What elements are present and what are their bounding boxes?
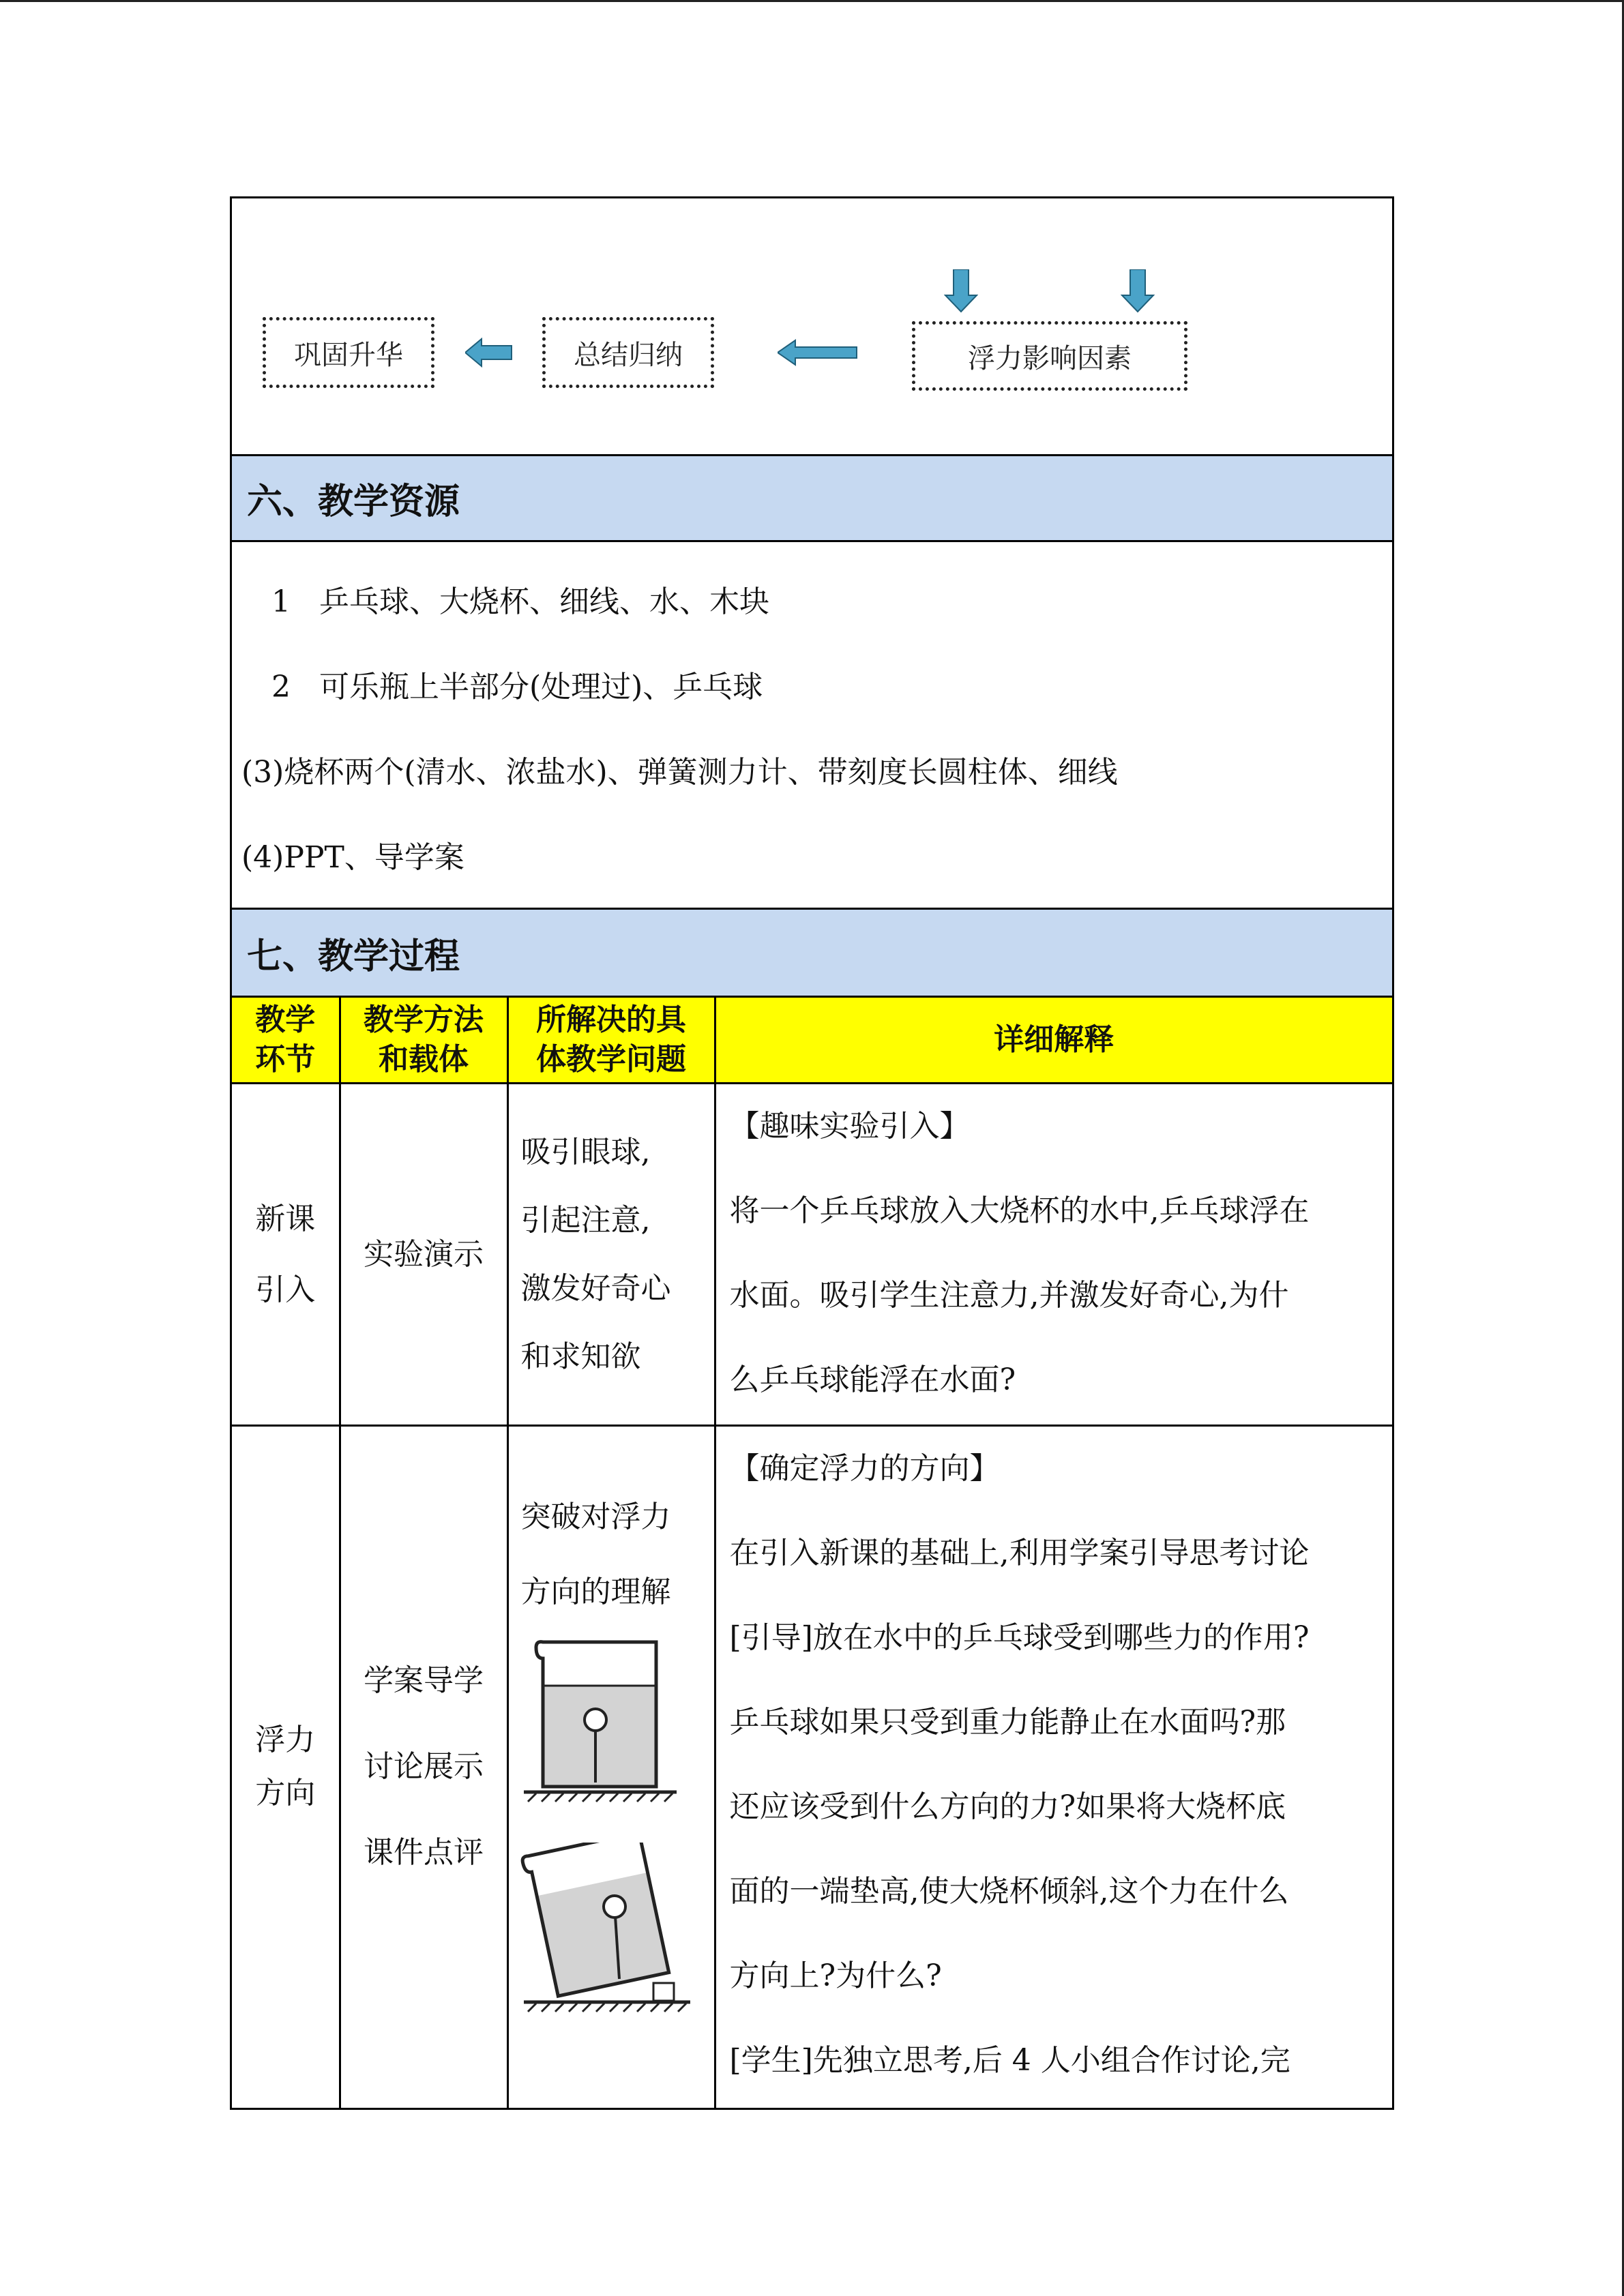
- list-item-text: 1 乒乓球、大烧杯、细线、水、木块: [271, 584, 769, 619]
- method-text: 课件点评: [364, 1835, 484, 1870]
- flow-box-label: 总结归纳: [574, 339, 683, 371]
- header-text: 教学方法: [364, 1002, 484, 1037]
- detail-text: 方向上?为什么?: [729, 1958, 942, 1993]
- stage-text: 浮力: [255, 1723, 316, 1758]
- problem-text: 吸引眼球,: [520, 1134, 651, 1169]
- document-body: [230, 196, 1394, 2110]
- problem-text: 引起注意,: [520, 1202, 651, 1238]
- header-text: 体教学问题: [536, 1042, 686, 1077]
- detail-text: 将一个乒乓球放入大烧杯的水中,乒乓球浮在: [729, 1193, 1310, 1228]
- detail-text: 在引入新课的基础上,利用学案引导思考讨论: [729, 1536, 1310, 1570]
- tilted-beaker-illustration: [520, 1843, 697, 2027]
- table-row: [232, 1426, 1392, 2108]
- stage-text: 方向: [255, 1776, 316, 1811]
- list-item: [232, 726, 1392, 811]
- detail-text: [学生]先独立思考,后 4 人小组合作讨论,完: [729, 2043, 1290, 2078]
- detail-text: 水面。吸引学生注意力,并激发好奇心,为什: [729, 1278, 1289, 1313]
- detail-text: 【确定浮力的方向】: [729, 1451, 1000, 1486]
- left-arrow-icon: [778, 339, 858, 366]
- detail-text: 么乒乓球能浮在水面?: [729, 1362, 1016, 1397]
- list-item: [232, 641, 1392, 726]
- section-header-resources: [232, 456, 1392, 542]
- section-title: 七、教学过程: [247, 936, 460, 977]
- header-text: 所解决的具: [536, 1002, 686, 1037]
- list-item-text: 2 可乐瓶上半部分(处理过)、乒乓球: [271, 669, 763, 704]
- header-method: [340, 997, 507, 1084]
- detail-cell: [715, 1426, 1392, 2108]
- section-title: 六、教学资源: [247, 481, 460, 522]
- problem-cell: [507, 1426, 715, 2108]
- stage-cell: [232, 1084, 340, 1426]
- stage-text: 新课: [255, 1201, 316, 1236]
- down-arrow-icon: [1121, 269, 1155, 313]
- detail-cell: [715, 1084, 1392, 1426]
- resources-list: [232, 542, 1392, 910]
- problem-text: 方向的理解: [520, 1575, 671, 1609]
- table-header-row: [232, 997, 1392, 1084]
- header-problem: [507, 997, 715, 1084]
- header-detail: [715, 997, 1392, 1084]
- stage-cell: [232, 1426, 340, 2108]
- stage-text: 引入: [255, 1272, 316, 1307]
- problem-text: 和求知欲: [520, 1339, 641, 1374]
- method-cell: [340, 1084, 507, 1426]
- flow-box-summary: [542, 317, 714, 388]
- list-item-text: (3)烧杯两个(清水、浓盐水)、弹簧测力计、带刻度长圆柱体、细线: [241, 754, 1118, 790]
- upright-beaker-illustration: [520, 1638, 683, 1808]
- detail-text: 【趣味实验引入】: [729, 1109, 970, 1144]
- table-row: [232, 1084, 1392, 1426]
- detail-text: 乒乓球如果只受到重力能静止在水面吗?那: [729, 1705, 1286, 1740]
- method-text: 实验演示: [364, 1236, 484, 1272]
- header-text: 教学: [255, 1002, 316, 1037]
- header-text: 详细解释: [994, 1022, 1114, 1057]
- lesson-plan-table: [230, 196, 1394, 2110]
- flow-diagram: [232, 198, 1392, 456]
- method-text: 讨论展示: [364, 1749, 484, 1785]
- down-arrow-icon: [944, 269, 978, 313]
- detail-text: 还应该受到什么方向的力?如果将大烧杯底: [729, 1789, 1286, 1824]
- detail-text: 面的一端垫高,使大烧杯倾斜,这个力在什么: [729, 1874, 1289, 1909]
- header-stage: [232, 997, 340, 1084]
- list-item-text: (4)PPT、导学案: [241, 839, 464, 875]
- flow-box-consolidate: [263, 317, 434, 388]
- method-cell: [340, 1426, 507, 2108]
- left-arrow-icon: [465, 338, 513, 368]
- process-table: [232, 996, 1392, 2108]
- flow-box-label: 巩固升华: [294, 339, 403, 371]
- section-header-process: [232, 910, 1392, 996]
- problem-cell: [507, 1084, 715, 1426]
- problem-text: 激发好奇心: [520, 1270, 671, 1306]
- problem-text: 突破对浮力: [520, 1500, 671, 1534]
- list-item: [232, 556, 1392, 641]
- flow-box-factors: [912, 321, 1187, 391]
- flow-box-label: 浮力影响因素: [968, 342, 1132, 374]
- list-item: [232, 811, 1392, 897]
- header-text: 环节: [255, 1042, 316, 1077]
- page-edge-top: [0, 0, 1624, 2]
- detail-text: [引导]放在水中的乒乓球受到哪些力的作用?: [729, 1620, 1310, 1655]
- method-text: 学案导学: [364, 1663, 484, 1699]
- header-text: 和载体: [379, 1042, 469, 1077]
